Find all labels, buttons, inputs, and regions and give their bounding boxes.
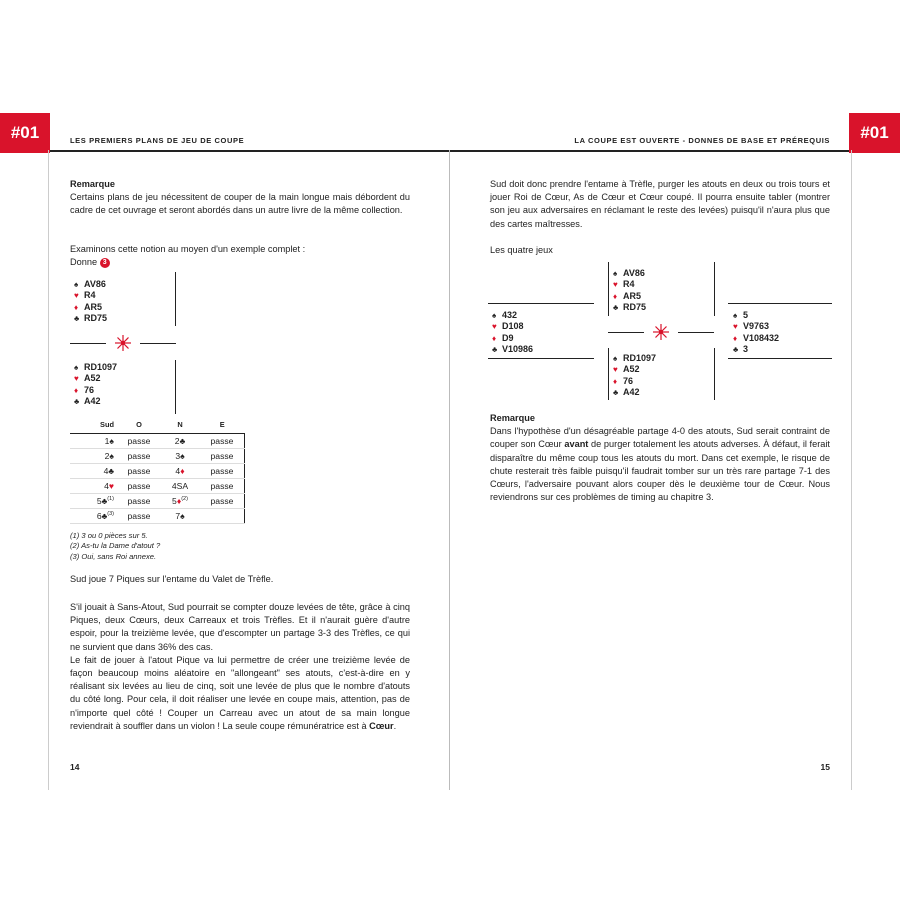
diamond-icon: ♦ (74, 302, 79, 312)
bidding-rows (70, 434, 245, 524)
bid-header-o: O (118, 420, 160, 434)
bid-sud: 4♥ (70, 479, 118, 494)
bid-sud: 2♠ (70, 449, 118, 464)
donne-number-badge: 3 (100, 258, 110, 268)
bidding-notes (70, 531, 160, 562)
north-hearts: R4 (623, 279, 635, 290)
club-icon: ♣ (733, 345, 739, 355)
bid-nord: 5♦$^{(2)}$ (160, 494, 200, 509)
north-clubs: RD75 (623, 302, 647, 313)
bid-sud: 1♠ (70, 434, 118, 449)
bid-row (70, 509, 245, 524)
four-east-line-bottom (728, 358, 832, 359)
bid-row (70, 449, 245, 464)
note-1: (1) 3 ou 0 pièces sur 5. (70, 531, 148, 540)
spade-icon: ♠ (613, 269, 618, 278)
compass-line-left (70, 343, 106, 344)
north-diamonds: AR5 (623, 290, 642, 301)
heart-icon: ♥ (74, 291, 79, 301)
club-icon: ♣ (492, 345, 498, 355)
south-line (175, 360, 176, 414)
bid-header-e: E (200, 420, 245, 434)
paragraph-atout-pique: Le fait de jouer à l'atout Pique va lui permettre de créer une treizième levée de façon beaucoup moins aléatoire en "allongeant" ses atouts, c'est-à-dire en y réalisant six levées au lieu de cinq, soit une levée de plus que le nombre d'atouts du côté long. Pour cela, il doit réaliser une levée en coupe mais, attention, pas de n'importe quel côté ! Couper un Carreau avec un atout de sa main longue reviendrait à souffler dans un violon ! La seule coupe rémunératrice est à Cœur. (70, 654, 410, 731)
paragraph-sans-atout: S'il jouait à Sans-Atout, Sud pourrait se compter douze levées de tête, grâce à cinq Piques, deux Cœurs, deux Carreaux et trois Trèfles. Et il n'aurait guère d'autre espoir, pour la treizième levée, que d'escompter un partage 3-3 des Trèfles, ce qui ne survient que dans 36% des cas. (70, 602, 410, 652)
page-gutter (449, 150, 450, 790)
diamond-icon: ♦ (613, 291, 618, 301)
south-clubs: A42 (623, 387, 640, 398)
bid-header-sud: Sud (70, 420, 118, 434)
four-north-line-r (714, 262, 715, 316)
south-hand-right (613, 353, 656, 399)
chapter-tab-right: #01 (849, 113, 900, 153)
bid-ouest: passe (118, 479, 160, 494)
bid-ouest: passe (118, 464, 160, 479)
diamond-icon: ♦ (74, 385, 79, 395)
heart-icon: ♥ (492, 322, 497, 332)
spade-icon: ♠ (492, 311, 497, 320)
four-compass-line-left (608, 332, 644, 333)
bid-ouest: passe (118, 449, 160, 464)
heart-icon: ♥ (613, 365, 618, 375)
club-icon: ♣ (613, 303, 619, 313)
body-paragraphs-left (70, 601, 410, 733)
east-hearts: V9763 (743, 321, 770, 332)
north-clubs: RD75 (84, 313, 108, 324)
remark-title: Remarque (70, 179, 115, 189)
north-spades: AV86 (84, 279, 106, 289)
south-hearts: A52 (84, 373, 101, 384)
south-spades: RD1097 (623, 353, 657, 363)
heart-icon: ♥ (74, 374, 79, 384)
remark-block-right (490, 412, 830, 504)
north-spades: AV86 (623, 268, 645, 278)
west-diamonds: D9 (502, 332, 514, 343)
bid-nord: 3♠ (160, 449, 200, 464)
example-intro: Examinons cette notion au moyen d'un exemple complet : (70, 244, 306, 254)
bid-row (70, 434, 245, 449)
diamond-icon: ♦ (492, 333, 497, 343)
four-compass-line-right (678, 332, 714, 333)
bid-est: passe (200, 434, 245, 449)
club-icon: ♣ (74, 314, 80, 324)
page-number-right: 15 (820, 762, 830, 772)
paragraph-plan: Sud doit donc prendre l'entame à Trèfle, purger les atouts en deux ou trois tours et jouer Roi de Cœur, As de Cœur et Cœur coupé. Il pourra ensuite tabler (montrer son jeu aux adversaires en réclamant le reste des levées) puisqu'il n'aura plus que des cartes maîtresses. (490, 179, 830, 229)
four-hands-title: Les quatre jeux (490, 245, 553, 255)
page-edge-left (48, 150, 49, 790)
west-hand (492, 310, 533, 356)
note-2: (2) As-tu la Dame d'atout ? (70, 541, 161, 551)
bid-est: passe (200, 464, 245, 479)
east-diamonds: V108432 (743, 332, 780, 343)
south-diamonds: 76 (84, 384, 95, 395)
four-north-line-l (608, 262, 609, 316)
compass-star-icon (115, 335, 131, 351)
page-edge-right (851, 150, 852, 790)
bid-nord: 7♠ (160, 509, 200, 524)
bid-est (200, 509, 245, 524)
bid-est: passe (200, 479, 245, 494)
remark-title-right: Remarque (490, 413, 535, 423)
north-hand-right (613, 268, 646, 314)
north-hearts: R4 (84, 290, 96, 301)
four-south-line-l (608, 348, 609, 400)
bid-nord: 4♦ (160, 464, 200, 479)
north-diamonds: AR5 (84, 301, 103, 312)
spade-icon: ♠ (733, 311, 738, 320)
lead-sentence: Sud joue 7 Piques sur l'entame du Valet de Trèfle. (70, 574, 274, 584)
example-intro-block (70, 243, 410, 269)
bid-header-n: N (160, 420, 200, 434)
club-icon: ♣ (74, 397, 80, 407)
bid-ouest: passe (118, 434, 160, 449)
four-west-line-bottom (488, 358, 594, 359)
remark-text-right: Dans l'hypothèse d'un désagréable partage 4-0 des atouts, Sud serait contraint de couper son Cœur avant de purger totalement les atouts adverses. À défaut, il ferait disparaître du même coup tous les atouts du mort. Dans cet exemple, le risque de chute resterait très faible puisqu'il faudrait tomber sur un très rare partage 7-1 des Cœurs, l'adversaire pouvant alors couper dès le deuxième tour de Cœur. Nous reviendrons sur ces problèmes de timing au chapitre 3. (490, 426, 830, 503)
four-south-line-r (714, 348, 715, 400)
four-west-line-top (488, 303, 594, 304)
spade-icon: ♠ (74, 363, 79, 372)
compass-star-icon (653, 324, 669, 340)
running-header-right: LA COUPE EST OUVERTE - DONNES DE BASE ET PRÉREQUIS (574, 136, 830, 145)
four-east-line-top (728, 303, 832, 304)
south-diamonds: 76 (623, 375, 634, 386)
remark-text: Certains plans de jeu nécessitent de couper de la main longue mais débordent du cadre de cet ouvrage et seront abordés dans un autre livre de la même collection. (70, 192, 410, 216)
bid-sud: 4♣ (70, 464, 118, 479)
north-hand-left (74, 279, 107, 325)
bid-ouest: passe (118, 494, 160, 509)
south-hearts: A52 (623, 364, 640, 375)
spade-icon: ♠ (74, 280, 79, 289)
chapter-tab-left: #01 (0, 113, 50, 153)
spade-icon: ♠ (613, 354, 618, 363)
diamond-icon: ♦ (613, 376, 618, 386)
remark-block-left (70, 178, 410, 218)
west-clubs: V10986 (502, 344, 534, 355)
header-rule-left (50, 150, 450, 152)
south-hand-left (74, 362, 117, 408)
bid-est: passe (200, 449, 245, 464)
bid-row (70, 479, 245, 494)
heart-icon: ♥ (613, 280, 618, 290)
bid-ouest: passe (118, 509, 160, 524)
page-number-left: 14 (70, 762, 80, 772)
club-icon: ♣ (613, 388, 619, 398)
bid-est: passe (200, 494, 245, 509)
east-spades: 5 (743, 310, 749, 320)
donne-line (70, 256, 410, 269)
east-clubs: 3 (743, 344, 749, 355)
bidding-table (70, 420, 245, 524)
west-spades: 432 (502, 310, 518, 320)
header-rule-right (450, 150, 849, 152)
south-spades: RD1097 (84, 362, 118, 372)
heart-icon: ♥ (733, 322, 738, 332)
diamond-icon: ♦ (733, 333, 738, 343)
south-clubs: A42 (84, 396, 101, 407)
bid-row (70, 464, 245, 479)
east-hand (733, 310, 779, 356)
bid-nord: 2♣ (160, 434, 200, 449)
bid-nord: 4SA (160, 479, 200, 494)
donne-label: Donne (70, 257, 98, 268)
running-header-left: LES PREMIERS PLANS DE JEU DE COUPE (70, 136, 245, 145)
north-line (175, 272, 176, 326)
note-3: (3) Oui, sans Roi annexe. (70, 551, 157, 561)
bid-sud: 6♣$^{(3)}$ (70, 509, 118, 524)
compass-line-right (140, 343, 176, 344)
bid-sud: 5♣$^{(1)}$ (70, 494, 118, 509)
west-hearts: D108 (502, 321, 524, 332)
bid-row (70, 494, 245, 509)
